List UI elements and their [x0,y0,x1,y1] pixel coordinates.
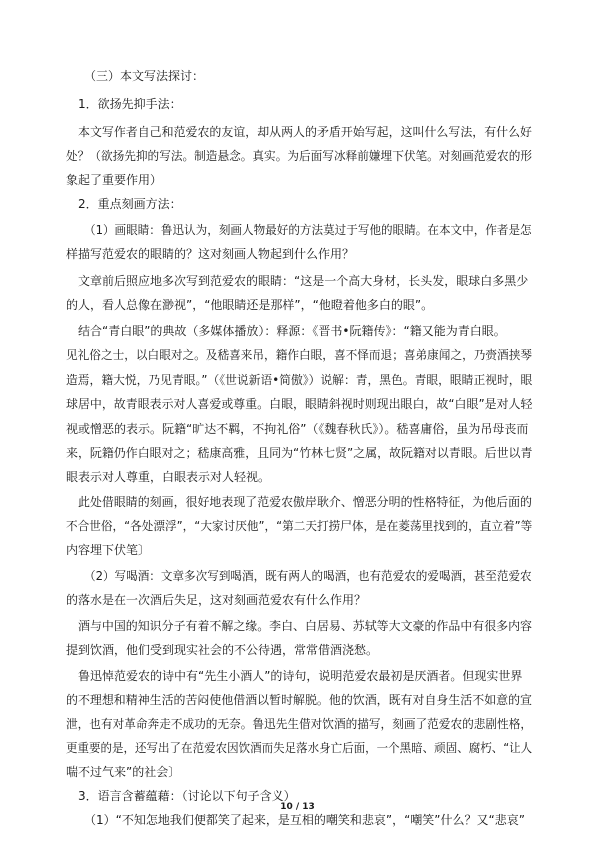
paragraph-line: 样描写范爱农的眼睛的？这对刻画人物起到什么作用？ [66,247,355,261]
paragraph-line: （1）“不知怎地我们便都笑了起来，是互相的嘲笑和悲哀”，“嘲笑”什么？又“悲哀” [84,813,525,827]
section-heading: （三）本文写法探讨： [84,69,205,83]
paragraph-line: 象起了重要作用） [66,173,163,187]
paragraph-line: （1）画眼睛：鲁迅认为，刻画人物最好的方法莫过于写他的眼睛。在本文中，作者是怎 [84,223,532,237]
paragraph-line: 不合世俗，“各处漂浮”，“大家讨厌他”，“第二天打捞尸体，是在菱荡里找到的，直立着”等 [66,519,533,533]
paragraph-line: 喘不过气来”的社会〕 [66,765,181,779]
paragraph-line: 此处借眼睛的刻画，很好地表现了范爱农傲岸耿介、憎恶分明的性格特征，为他后面的 [78,495,533,509]
paragraph-line: 提到饮酒，他们受到现实社会的不公待遇，常常借酒浇愁。 [66,643,379,657]
subsection-heading: 3．语言含蓄蕴藉：（讨论以下句子含义） [78,789,296,803]
paragraph-line: 文章前后照应地多次写到范爱农的眼睛：“这是一个高大身材，长头发，眼球白多黑少 [78,274,529,288]
paragraph-line: 的落水是在一次酒后失足，这对刻画范爱农有什么作用？ [66,593,367,607]
paragraph-line: 来，阮籍仍作白眼对之；嵇康高雅，且同为“竹林七贤”之属，故阮籍对以青眼。后世以青 [66,446,533,460]
subsection-heading: 2．重点刻画方法： [78,197,182,211]
paragraph-line: 处？（欲扬先抑的写法。制造悬念。真实。为后面写冰释前嫌埋下伏笔。对刻画范爱农的形 [66,149,532,163]
page-number: 10 / 13 [280,802,315,812]
paragraph-line: 球居中，故青眼表示对人喜爱或尊重。白眼，眼睛斜视时则现出眼白，故“白眼”是对人轻 [66,397,533,411]
paragraph-line: 造焉，籍大悦，乃见青眼。”（《世说新语•简傲》）说解：青，黑色。青眼，眼睛正视时，眼 [66,373,533,387]
paragraph-line: 结合“青白眼”的典故（多媒体播放）：释源：《晋书•阮籍传》：“籍又能为青白眼。 [78,324,506,338]
paragraph-line: 更重要的是，还写出了在范爱农因饮酒而失足落水身亡后面，一个黑暗、顽固、腐朽、“让人 [66,741,533,755]
paragraph-line: 鲁迅悼范爱农的诗中有“先生小酒人”的诗句，说明范爱农最初是厌酒者。但现实世界 [78,669,523,683]
paragraph-line: 的人，看人总像在渺视”，“他眼睛还是那样”，“他瞪着他多白的眼”。 [66,298,434,312]
paragraph-line: 泄，也有对革命奔走不成功的无奈。鲁迅先生借对饮酒的描写，刻画了范爱农的悲剧性格， [66,717,532,731]
paragraph-line: 眼表示对人尊重，白眼表示对人轻视。 [66,470,271,484]
paragraph-line: 酒与中国的知识分子有着不解之缘。李白、白居易、苏轼等大文豪的作品中有很多内容 [78,619,533,633]
paragraph-line: （2）写喝酒：文章多次写到喝酒，既有两人的喝酒，也有范爱农的爱喝酒，甚至范爱农 [84,569,532,583]
subsection-heading: 1．欲扬先抑手法： [78,97,182,111]
paragraph-line: 本文写作者自己和范爱农的友谊，却从两人的矛盾开始写起，这叫什么写法，有什么好 [78,125,533,139]
paragraph-line: 内容埋下伏笔〕 [66,543,151,557]
paragraph-line: 的不理想和精神生活的苦闷使他借酒以暂时解脱。他的饮酒，既有对自身生活不如意的宣 [66,693,533,707]
paragraph-line: 视或憎恶的表示。阮籍“旷达不羁，不拘礼俗”（《魏春秋氏》）。嵇喜庸俗，虽为吊母丧而 [66,422,529,436]
paragraph-line: 见礼俗之士，以白眼对之。及嵇喜来吊，籍作白眼，喜不怿而退；喜弟康闻之，乃赍酒挟琴 [66,348,532,362]
